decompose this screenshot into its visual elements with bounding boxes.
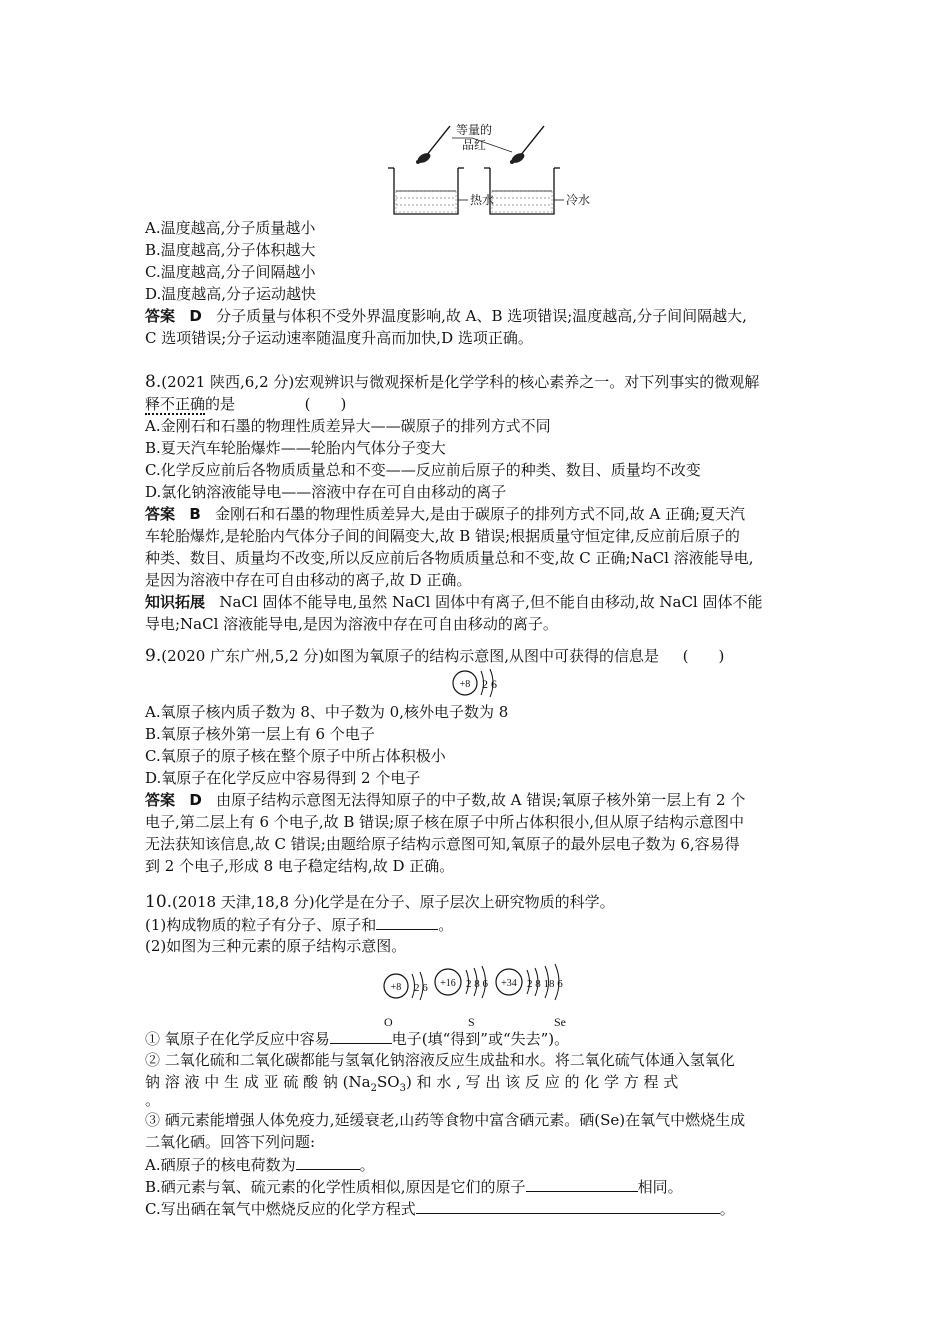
answer-text: 由原子结构示意图无法得知原子的中子数,故 A 错误;氧原子核外第一层上有 2 个 xyxy=(216,791,746,809)
q8-stem-line-1 xyxy=(145,372,759,392)
answer-letter: D xyxy=(189,307,202,325)
q10-part-a xyxy=(145,1154,375,1175)
sub-question-end: 电子(填“得到”或“失去”)。 xyxy=(391,1030,570,1048)
s-nucleus: +16 xyxy=(440,978,456,989)
o-shells: 2 6 xyxy=(414,982,428,994)
three-atoms-diagram xyxy=(372,960,612,1030)
question-number: 8. xyxy=(145,372,162,392)
q10-circle-3-line-1: ③ 硒元素能增强人体免疫力,延缓衰老,山药等食物中富含硒元素。硒(Se)在氧气中燃烧生成 xyxy=(145,1111,746,1129)
extension-text: NaCl 固体不能导电,虽然 NaCl 固体中有离子,但不能自由移动,故 NaCl 固体不能 xyxy=(219,593,763,611)
q9-answer-line-1 xyxy=(145,790,745,810)
question-stem: (2020 广东广州,5,2 分)如图为氧原子的结构示意图,从图中可获得的信息是 xyxy=(161,647,660,665)
q8-answer-line-2: 车轮胎爆炸,是轮胎内气体分子间的间隔变大,故 B 错误;根据质量守恒定律,反应前后原子的 xyxy=(145,527,740,545)
q10-circle-2-line-2 xyxy=(145,1072,678,1099)
sub-question-text: (1)构成物质的粒子有分子、原子和 xyxy=(145,916,377,934)
answer-blank[interactable] xyxy=(416,1198,720,1214)
formula-text: ) 和 水 , 写 出 该 反 应 的 化 学 方 程 式 xyxy=(405,1073,679,1091)
extension-label: 知识拓展 xyxy=(145,593,206,611)
answer-blank[interactable] xyxy=(330,1028,392,1044)
q10-stem xyxy=(145,892,615,912)
sub-question-text: A.硒原子的核电荷数为 xyxy=(145,1156,296,1174)
oxygen-atom-diagram xyxy=(448,666,508,700)
answer-text: 分子质量与体积不受外界温度影响,故 A、B 选项错误;温度越高,分子间间隔越大, xyxy=(216,307,747,325)
q10-circle-2-line-3: 。 xyxy=(145,1091,161,1109)
answer-blank[interactable] xyxy=(526,1176,638,1192)
q8-extension-line-1 xyxy=(145,592,763,612)
q8-option-c: C.化学反应前后各物质质量总和不变——反应前后原子的种类、数目、质量均不改变 xyxy=(145,461,701,479)
q10-circle-1 xyxy=(145,1028,569,1049)
q7-option-b: B.温度越高,分子体积越大 xyxy=(145,241,316,259)
q7-option-d: D.温度越高,分子运动越快 xyxy=(145,285,317,303)
se-nucleus: +34 xyxy=(501,978,517,989)
question-number: 10. xyxy=(145,892,173,912)
s-shells: 2 8 6 xyxy=(466,978,488,990)
hot-spoon xyxy=(416,126,450,165)
se-label: Se xyxy=(554,1015,566,1029)
question-stem-rest: 的是 xyxy=(205,395,236,413)
electron-shells: 2 6 xyxy=(482,677,497,691)
q8-option-a: A.金刚石和石墨的物理性质差异大——碳原子的排列方式不同 xyxy=(145,417,551,435)
oxygen-atom xyxy=(384,972,428,1029)
sub-question-end: 。 xyxy=(359,1156,375,1174)
q9-option-c: C.氧原子的原子核在整个原子中所占体积极小 xyxy=(145,747,446,765)
answer-paren: ( ) xyxy=(682,647,725,665)
question-stem: (2018 天津,18,8 分)化学是在分子、原子层次上研究物质的科学。 xyxy=(172,893,615,911)
sub-question-text: B.硒元素与氧、硫元素的化学性质相似,原因是它们的原子 xyxy=(145,1178,526,1196)
q7-answer-line-2: C 选项错误;分子运动速率随温度升高而加快,D 选项正确。 xyxy=(145,329,533,347)
figure-label-top: 等量的 xyxy=(456,123,493,137)
formula-text: 钠 溶 液 中 生 成 亚 硫 酸 钠 (Na xyxy=(145,1073,371,1091)
q9-answer-line-3: 无法获知该信息,故 C 错误;由题给原子结构示意图可知,氧原子的最外层电子数为 6,容易得 xyxy=(145,835,740,853)
sub-question-end: 。 xyxy=(438,916,454,934)
question-stem: (2021 陕西,6,2 分)宏观辨识与微观探析是化学学科的核心素养之一。对下列事实的微观解 xyxy=(161,373,760,391)
beaker-experiment-figure xyxy=(380,118,600,218)
answer-label: 答案 xyxy=(145,505,176,523)
answer-blank[interactable] xyxy=(376,914,438,930)
answer-letter: B xyxy=(189,505,201,523)
cold-water-label: 冷水 xyxy=(566,193,591,207)
q10-part-b xyxy=(145,1176,683,1197)
answer-label: 答案 xyxy=(145,791,176,809)
answer-label: 答案 xyxy=(145,307,176,325)
sub-question-text: ① 氧原子在化学反应中容易 xyxy=(145,1030,330,1048)
nucleus-charge: +8 xyxy=(459,679,471,690)
answer-paren: ( ) xyxy=(304,395,347,413)
q10-circle-2-line-1: ② 二氧化硫和二氧化碳都能与氢氧化钠溶液反应生成盐和水。将二氧化硫气体通入氢氧化 xyxy=(145,1051,735,1069)
q9-option-b: B.氧原子核外第一层上有 6 个电子 xyxy=(145,725,375,743)
q9-answer-line-4: 到 2 个电子,形成 8 电子稳定结构,故 D 正确。 xyxy=(145,857,455,875)
q7-answer-line-1 xyxy=(145,306,747,326)
sub-question-text: C.写出硒在氧气中燃烧反应的化学方程式 xyxy=(145,1200,416,1218)
q9-option-a: A.氧原子核内质子数为 8、中子数为 0,核外电子数为 8 xyxy=(145,703,509,721)
formula-text: SO xyxy=(376,1073,400,1091)
question-number: 9. xyxy=(145,646,162,666)
q8-option-b: B.夏天汽车轮胎爆炸——轮胎内气体分子变大 xyxy=(145,439,446,457)
cold-water-beaker xyxy=(484,168,564,214)
cold-spoon xyxy=(510,126,544,165)
se-shells: 2 8 18 6 xyxy=(527,978,563,990)
hot-water-beaker xyxy=(388,168,468,214)
q10-circle-3-line-2: 二氧化硒。回答下列问题: xyxy=(145,1133,316,1151)
figure-label-bottom: 品红 xyxy=(462,138,487,152)
q10-sub-1 xyxy=(145,914,453,935)
q9-stem xyxy=(145,646,724,666)
q10-sub-2: (2)如图为三种元素的原子结构示意图。 xyxy=(145,937,407,955)
q8-stem-line-2 xyxy=(145,394,346,414)
q8-answer-line-4: 是因为溶液中存在可自由移动的离子,故 D 正确。 xyxy=(145,571,472,589)
q10-part-c xyxy=(145,1198,735,1219)
answer-blank[interactable] xyxy=(296,1154,360,1170)
sub-question-end: 相同。 xyxy=(637,1178,683,1196)
q8-extension-line-2: 导电;NaCl 溶液能导电,是因为溶液中存在可自由移动的离子。 xyxy=(145,615,558,633)
formula-subscript: 3 xyxy=(399,1083,406,1094)
q7-option-a: A.温度越高,分子质量越小 xyxy=(145,219,316,237)
q8-answer-line-1 xyxy=(145,504,745,524)
selenium-atom xyxy=(496,964,566,1029)
emphasized-text: 释不正确 xyxy=(145,395,206,413)
q9-answer-line-2: 电子,第二层上有 6 个电子,故 B 错误;原子核在原子中所占体积很小,但从原子结构示意图中 xyxy=(145,813,745,831)
q7-option-c: C.温度越高,分子间隔越小 xyxy=(145,263,316,281)
formula-subscript: 2 xyxy=(370,1083,377,1094)
s-label: S xyxy=(468,1015,475,1029)
q8-answer-line-3: 种类、数目、质量均不改变,所以反应前后各物质质量总和不变,故 C 正确;NaCl 溶液能导电, xyxy=(145,549,754,567)
q9-option-d: D.氧原子在化学反应中容易得到 2 个电子 xyxy=(145,769,421,787)
o-label: O xyxy=(384,1015,393,1029)
o-nucleus: +8 xyxy=(390,982,402,993)
sulfur-atom xyxy=(435,966,489,1029)
answer-letter: D xyxy=(189,791,202,809)
answer-text: 金刚石和石墨的物理性质差异大,是由于碳原子的排列方式不同,故 A 正确;夏天汽 xyxy=(215,505,746,523)
sub-question-end: 。 xyxy=(719,1200,735,1218)
q8-option-d: D.氯化钠溶液能导电——溶液中存在可自由移动的离子 xyxy=(145,483,507,501)
hot-water-label: 热水 xyxy=(470,193,495,207)
